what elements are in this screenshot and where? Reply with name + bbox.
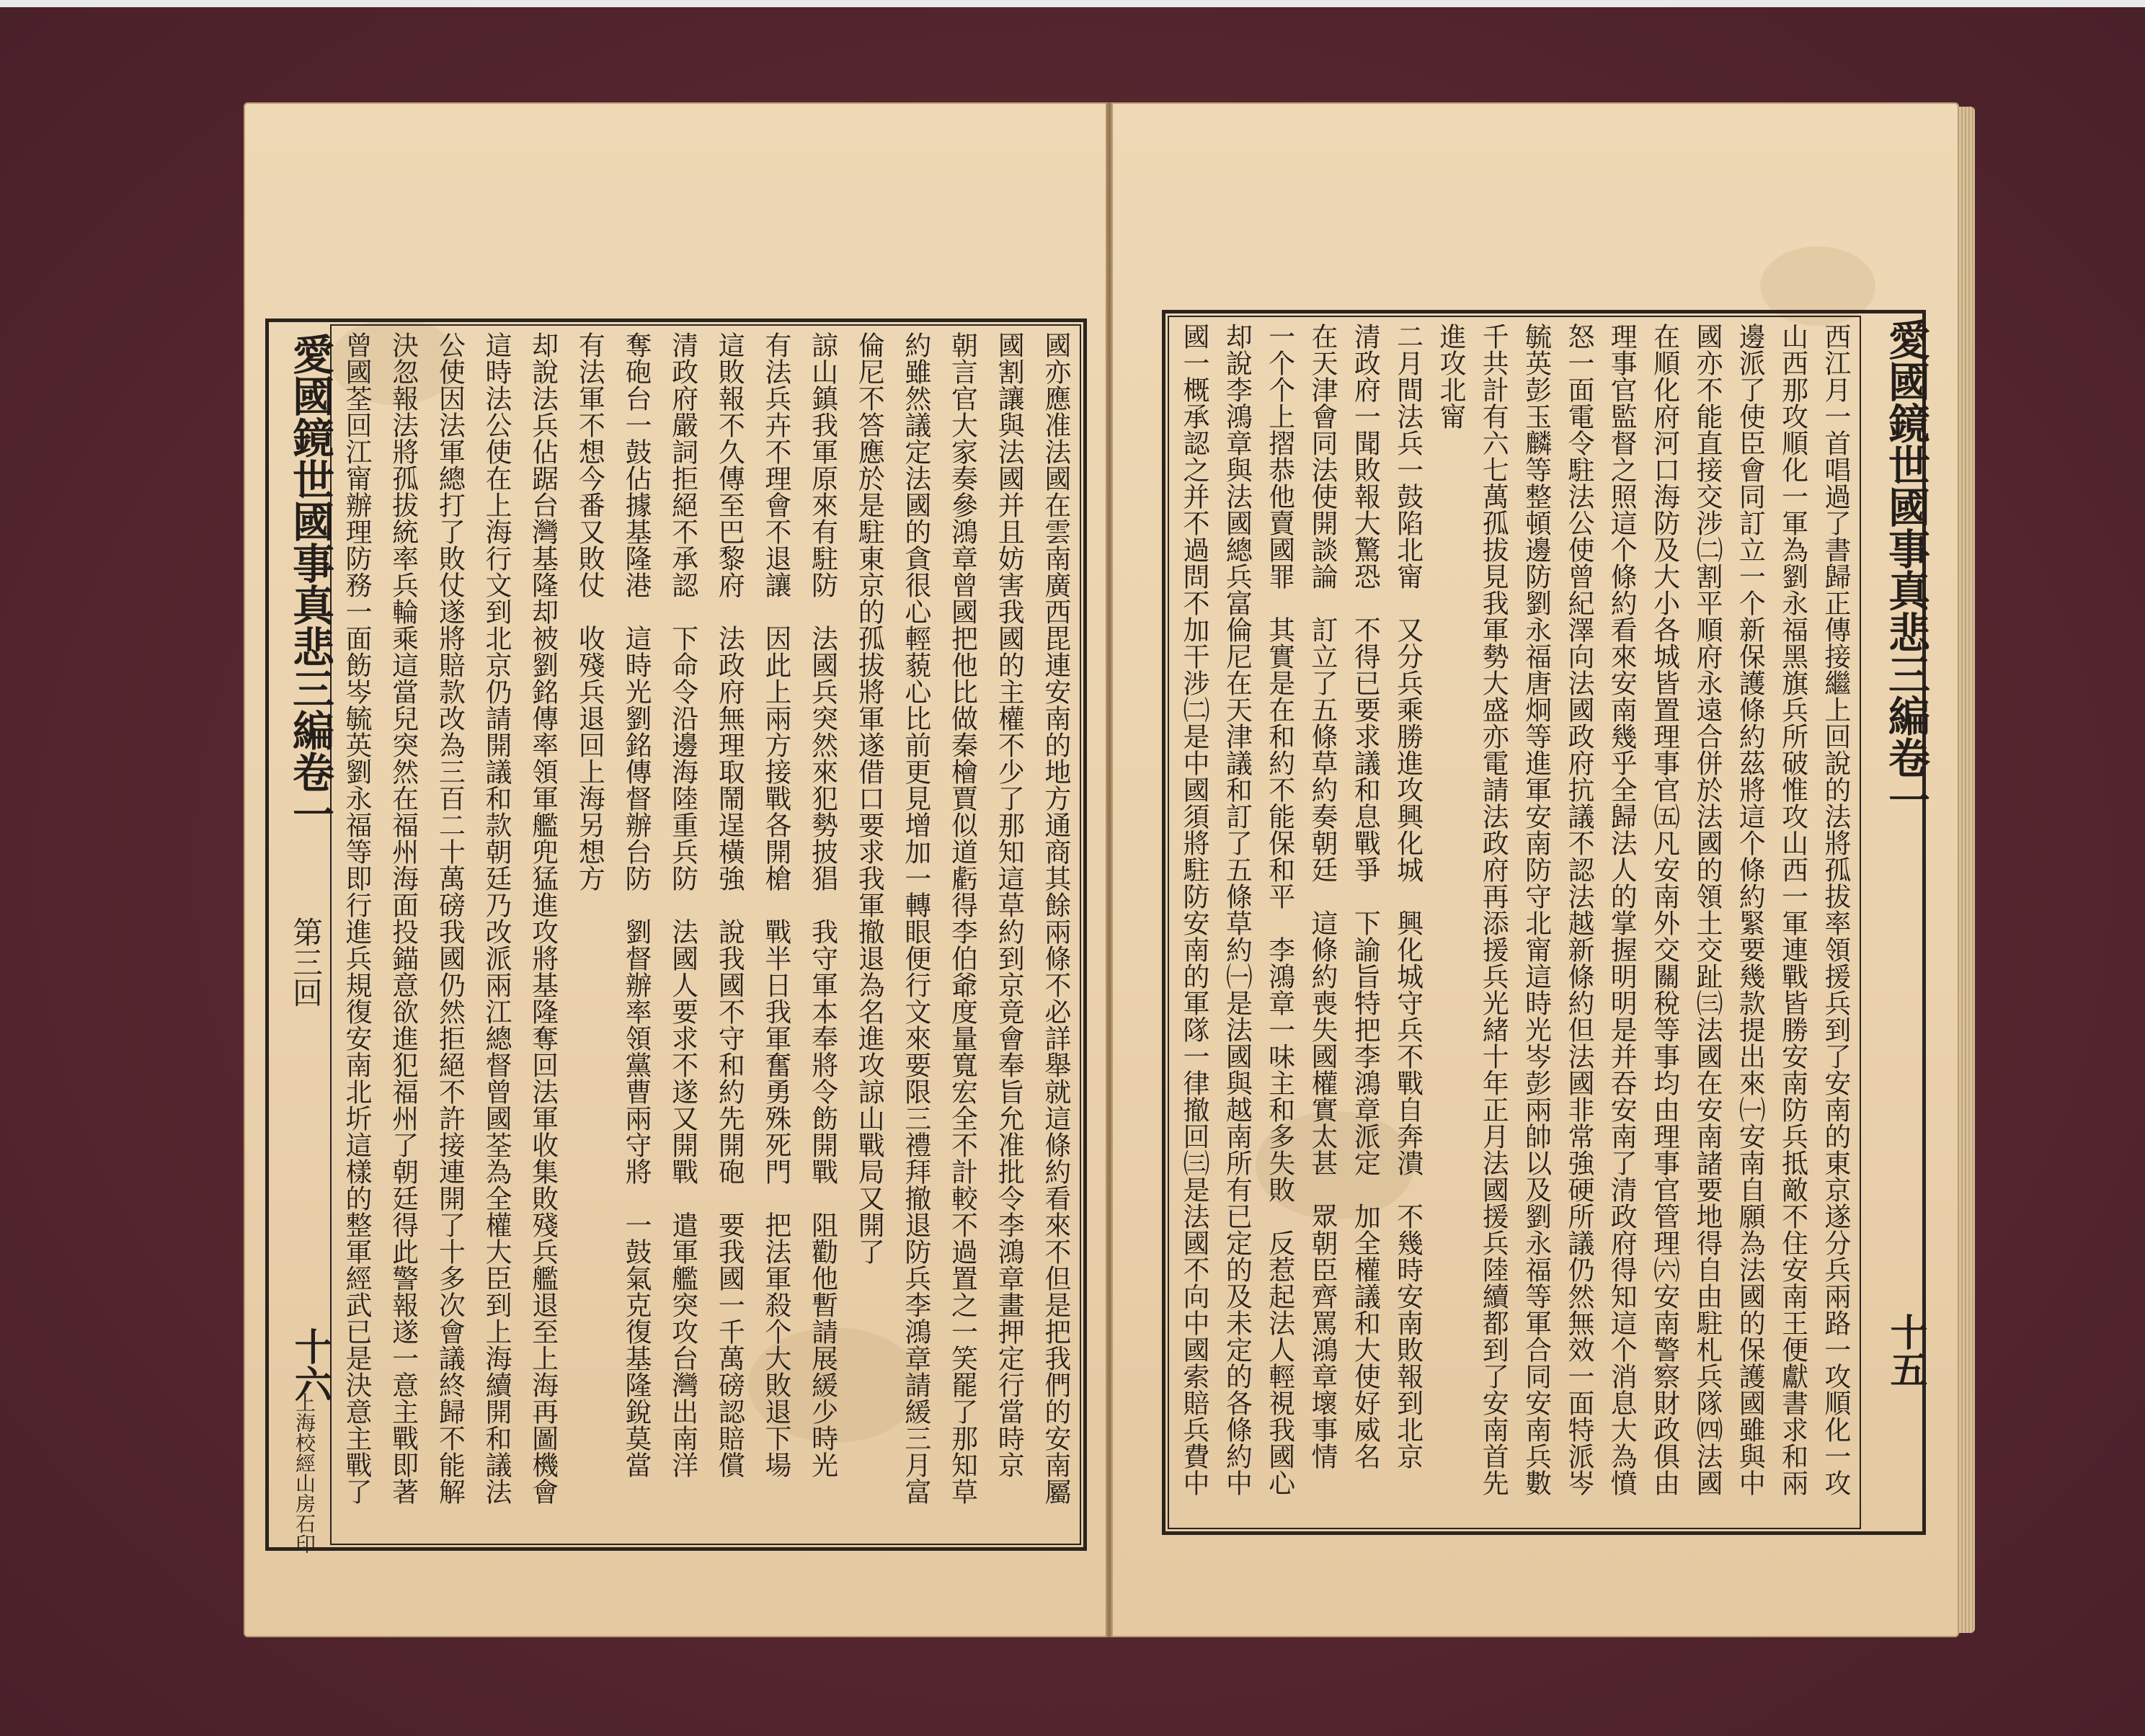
text-column: 千共計有六七萬孤拔見我軍勢大盛亦電請法政府再添援兵光緒十年正月法國援兵陸續都到了安南首先 xyxy=(1478,323,1509,1496)
text-column: 有法軍不想今番又敗仗 收殘兵退回上海另想方 xyxy=(574,331,605,891)
text-column: 倫尼不答應於是駐東京的孤拔將軍遂借口要求我軍撤退為名進攻諒山戰局又開了 xyxy=(853,331,885,1265)
text-column: 一个个上摺恭他賣國罪 其實是在和約不能保和平 李鴻章一味主和多失敗 反惹起法人輕視我國心 xyxy=(1264,323,1295,1496)
scan-edge-strip xyxy=(0,0,2145,7)
text-column: 清政府嚴詞拒絕不承認 下命令沿邊海陸重兵防 法國人要求不遂又開戰 遣軍艦突攻台灣出南洋 xyxy=(667,331,698,1478)
text-column: 國割讓與法國并且妨害我國的主權不少了那知這草約到京竟會奉旨允准批令李鴻章畫押定行當時京 xyxy=(993,331,1025,1478)
text-column: 進攻北甯 xyxy=(1434,323,1466,429)
text-column: 二月間法兵一鼓陷北甯 又分兵乘勝進攻興化城 興化城守兵不戰自奔潰 不幾時安南敗報到北京 xyxy=(1392,323,1424,1469)
text-column: 國亦不能直接交涉㈡割平順府永遠合併於法國的領土交趾㈢法國在安南諸要地得自由駐札兵隊㈣法國 xyxy=(1691,323,1723,1496)
text-column: 山西那攻順化一軍為劉永福黑旗兵所破惟攻山西一軍連戰皆勝安南防兵抵敵不住安南王便獻書求和兩 xyxy=(1777,323,1808,1496)
printer-imprint: 上海校經山房石印 xyxy=(293,1392,316,1554)
right-page xyxy=(1111,102,1959,1637)
text-column: 這敗報不久傳至巴黎府 法政府無理取鬧逞橫強 說我國不守和約先開砲 要我國一千萬磅認賠償 xyxy=(714,331,745,1478)
text-column: 這時法公使在上海行文到北京仍請開議和款朝廷乃改派兩江總督曾國荃為全權大臣到上海續開和議法 xyxy=(480,331,512,1505)
text-column: 西江月一首唱過了書歸正傳接繼上回說的法將孤拔率領援兵到了安南的東京遂分兵兩路一攻順化一攻 xyxy=(1819,323,1851,1496)
text-column: 約雖然議定法國的貪很心輕藐心比前更見增加一轉眼便行文來要限三禮拜撤退防兵李鴻章請緩三月富 xyxy=(900,331,931,1505)
text-column: 公使因法軍總打了敗仗遂將賠款改為三百二十萬磅我國仍然拒絕不許接連開了十多次會議終歸不能解 xyxy=(434,331,466,1505)
left-page xyxy=(244,102,1107,1637)
text-column: 邊派了使臣會同訂立一个新保護條約茲將這个條約緊要幾款提出來㈠安南自願為法國的保護國雖與中 xyxy=(1734,323,1766,1496)
text-column: 却說李鴻章與法國總兵富倫尼在天津議和訂了五條草約㈠是法國與越南所有已定的及未定的各條約中 xyxy=(1221,323,1253,1496)
open-book xyxy=(244,95,1973,1644)
text-column: 決忽報法將孤拔統率兵輪乘這當兒突然在福州海面投錨意欲進犯福州了朝廷得此警報遂一意主戰即著 xyxy=(387,331,419,1505)
text-column: 奪砲台一鼓佔據基隆港 這時光劉銘傳督辦台防 劉督辦率領黨曹兩守將 一鼓氣克復基隆銳莫當 xyxy=(620,331,652,1478)
folio-number: 十五 xyxy=(1883,1313,1927,1388)
page-edges xyxy=(1959,107,1975,1633)
text-column: 在順化府河口海防及大小各城皆置理事官㈤凡安南外交關稅等事均由理事官管理㈥安南警察財政俱由 xyxy=(1648,323,1680,1496)
text-column: 却說法兵佔踞台灣基隆却被劉銘傳率領軍艦兜猛進攻將基隆奪回法軍收集敗殘兵艦退至上海再圖機會 xyxy=(527,331,559,1505)
text-column: 毓英彭玉麟等整頓邊防劉永福唐炯等進軍安南防守北甯這時光岑彭兩帥以及劉永福等軍合同安南兵數 xyxy=(1520,323,1552,1496)
text-column: 清政府一聞敗報大驚恐 不得已要求議和息戰爭 下諭旨特把李鴻章派定 加全權議和大使好威名 xyxy=(1349,323,1381,1469)
text-column: 國亦應准法國在雲南廣西毘連安南的地方通商其餘兩條不必詳舉就這條約看來不但是把我們的安南屬 xyxy=(1039,331,1071,1505)
text-column: 在天津會同法使開談論 訂立了五條草約奏朝廷 這條約喪失國權實太甚 眾朝臣齊罵鴻章壞事情 xyxy=(1306,323,1338,1469)
text-column: 有法兵卉不理會不退讓 因此上兩方接戰各開槍 戰半日我軍奮勇殊死門 把法軍殺个大敗退下場 xyxy=(760,331,791,1478)
text-column: 朝言官大家奏參鴻章曾國把他比做秦檜賈似道虧得李伯爺度量寬宏全不計較不過置之一笑罷了那知草 xyxy=(946,331,978,1505)
text-column: 諒山鎮我軍原來有駐防 法國兵突然來犯勢披猖 我守軍本奉將令飭開戰 阻勸他暫請展緩少時光 xyxy=(807,331,838,1478)
left-text-block xyxy=(337,331,1074,1538)
running-title: 愛國鏡世國事真悲三編卷一 xyxy=(285,333,334,834)
text-column: 怒一面電令駐法公使曾紀澤向法國政府抗議不認法越新條約但法國非常強硬所議仍然無效一面特派岑 xyxy=(1563,323,1594,1496)
running-title: 愛國鏡世國事真悲三編卷一 xyxy=(1881,319,1930,820)
text-column: 理事官監督之照這个條約看來安南幾乎全歸法人的掌握明明是并吞安南了清政府得知這个消息大為憤 xyxy=(1606,323,1638,1496)
folio-number: 十六 xyxy=(288,1327,332,1402)
text-column: 國一概承認之并不過問不加干涉㈡是中國須將駐防安南的軍隊一律撤回㈢是法國不向中國索賠兵費中 xyxy=(1178,323,1209,1496)
chapter-label: 第三回 xyxy=(288,917,324,1007)
text-column: 曾國荃回江甯辦理防務一面飭岑毓英劉永福等即行進兵規復安南北圻這樣的整軍經武已是決意主戰了 xyxy=(341,331,372,1505)
right-text-block xyxy=(1175,323,1854,1522)
